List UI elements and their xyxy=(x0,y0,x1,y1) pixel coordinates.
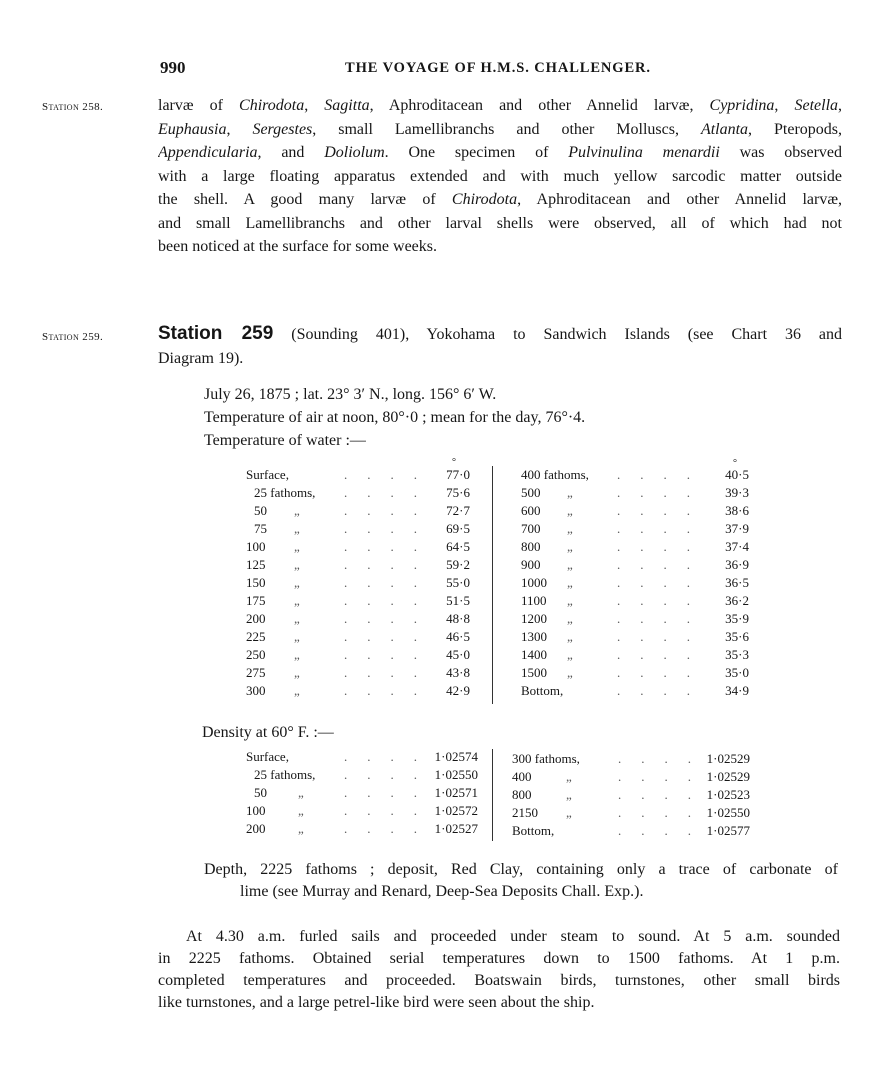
depth-label: 300 xyxy=(246,683,266,698)
depth-label: 300 fathoms, xyxy=(512,751,580,766)
value-cell: 1·02523 xyxy=(706,787,750,802)
depth-label: Bottom, xyxy=(521,683,564,698)
ditto-mark: „ xyxy=(294,557,300,572)
station-258-line xyxy=(158,118,842,142)
station-258-line xyxy=(158,188,842,212)
ditto-mark: „ xyxy=(294,539,300,554)
ditto-mark: „ xyxy=(566,787,572,802)
value-cell: 69·5 xyxy=(446,521,470,536)
leader-dots: .... xyxy=(344,683,437,698)
value-cell: 55·0 xyxy=(446,575,470,590)
depth-label: 1400 xyxy=(521,647,547,662)
table-row xyxy=(246,484,478,502)
value-cell: 72·7 xyxy=(446,503,470,518)
table-row xyxy=(521,502,749,520)
depth-line-1: Depth, 2225 fathoms ; deposit, Red Clay, containing only a trace of carbonate of xyxy=(204,861,838,878)
table-row xyxy=(521,610,749,628)
text-segment: with a large floating apparatus extended and with much yellow sarcodic matter outside xyxy=(158,167,842,185)
leader-dots: .... xyxy=(344,521,437,536)
depth-label: 2150 xyxy=(512,805,538,820)
ditto-mark: „ xyxy=(567,485,573,500)
value-cell: 1·02572 xyxy=(434,803,478,818)
taxon-name: Pulvinulina menardii xyxy=(568,144,720,161)
ditto-mark: „ xyxy=(294,611,300,626)
table-row xyxy=(246,646,478,664)
leader-dots: .... xyxy=(617,539,710,554)
ditto-mark: „ xyxy=(566,769,572,784)
depth-label: 200 xyxy=(246,611,266,626)
leader-dots: .... xyxy=(344,629,437,644)
value-cell: 39·3 xyxy=(725,485,749,500)
table-row xyxy=(521,682,749,700)
text-segment: , Aphroditacean and other Annelid larvæ, xyxy=(369,97,710,114)
value-cell: 37·4 xyxy=(725,539,749,554)
value-cell: 35·9 xyxy=(725,611,749,626)
depth-label: 125 xyxy=(246,557,266,572)
ditto-mark: „ xyxy=(294,683,300,698)
table-row xyxy=(246,628,478,646)
air-temperature-line: Temperature of air at noon, 80°·0 ; mean for the day, 76°·4. xyxy=(204,409,586,426)
station-258-line xyxy=(158,141,842,165)
leader-dots: .... xyxy=(344,485,437,500)
ditto-mark: „ xyxy=(294,521,300,536)
ditto-mark: „ xyxy=(298,785,304,800)
ditto-mark: „ xyxy=(567,575,573,590)
table-row xyxy=(521,556,749,574)
value-cell: 42·9 xyxy=(446,683,470,698)
narrative-paragraph xyxy=(158,926,840,1014)
ditto-mark: „ xyxy=(567,665,573,680)
station-heading-line-2: Diagram 19). xyxy=(158,349,244,367)
leader-dots: .... xyxy=(344,611,437,626)
leader-dots: .... xyxy=(617,665,710,680)
narrative-line: At 4.30 a.m. furled sails and proceeded under steam to sound. At 5 a.m. sounded xyxy=(186,928,840,945)
ditto-mark: „ xyxy=(567,521,573,536)
leader-dots: .... xyxy=(618,787,711,802)
leader-dots: .... xyxy=(618,805,711,820)
depth-label: 1100 xyxy=(521,593,547,608)
leader-dots: .... xyxy=(618,751,711,766)
value-cell: 48·8 xyxy=(446,611,470,626)
taxon-name: Doliolum xyxy=(324,144,385,161)
station-258-line xyxy=(158,165,842,189)
leader-dots: .... xyxy=(617,467,710,482)
station-258-line xyxy=(158,235,842,259)
leader-dots: .... xyxy=(617,647,710,662)
ditto-mark: „ xyxy=(566,805,572,820)
running-title: THE VOYAGE OF H.M.S. CHALLENGER. xyxy=(345,60,651,76)
station-258-line xyxy=(158,212,842,236)
depth-label: Bottom, xyxy=(512,823,555,838)
table-row xyxy=(246,592,478,610)
table-row xyxy=(246,556,478,574)
leader-dots: .... xyxy=(617,611,710,626)
narrative-line: like turnstones, and a large petrel-like bird were seen about the ship. xyxy=(158,994,595,1011)
depth-label: 400 xyxy=(512,769,532,784)
depth-label: 500 xyxy=(521,485,541,500)
page-number: 990 xyxy=(160,58,186,77)
value-cell: 1·02529 xyxy=(706,751,750,766)
value-cell: 35·6 xyxy=(725,629,749,644)
depth-label: 800 xyxy=(512,787,532,802)
table-row xyxy=(512,750,750,768)
table-row xyxy=(246,784,478,802)
value-cell: 51·5 xyxy=(446,593,470,608)
text-segment: , Pteropods, xyxy=(748,120,842,138)
leader-dots: .... xyxy=(344,557,437,572)
ditto-mark: „ xyxy=(567,647,573,662)
leader-dots: .... xyxy=(618,769,711,784)
value-cell: 40·5 xyxy=(725,467,749,482)
value-cell: 1·02550 xyxy=(434,767,478,782)
depth-line-2: lime (see Murray and Renard, Deep-Sea Deposits Chall. Exp.). xyxy=(240,883,644,900)
text-segment: . One specimen of xyxy=(384,144,569,161)
table-row xyxy=(246,820,478,838)
depth-label: 100 xyxy=(246,539,266,554)
degree-mark-right: ° xyxy=(733,458,737,469)
ditto-mark: „ xyxy=(567,593,573,608)
table-row xyxy=(521,574,749,592)
leader-dots: .... xyxy=(617,575,710,590)
value-cell: 75·6 xyxy=(446,485,470,500)
taxon-name: Chirodota xyxy=(451,191,518,208)
depth-label: Surface, xyxy=(246,749,289,764)
text-segment: , xyxy=(774,97,795,114)
taxon-name: Chirodota xyxy=(239,97,305,114)
leader-dots: .... xyxy=(617,593,710,608)
margin-label-station-259: Station 259. xyxy=(42,331,104,343)
ditto-mark: „ xyxy=(298,803,304,818)
taxon-name: Sergestes xyxy=(252,120,313,138)
depth-label: 1200 xyxy=(521,611,547,626)
taxon-name: Sagitta xyxy=(324,97,370,114)
table-row xyxy=(246,574,478,592)
density-heading: Density at 60° F. :— xyxy=(202,724,334,741)
station-258-paragraph xyxy=(158,94,842,259)
ditto-mark: „ xyxy=(567,503,573,518)
value-cell: 77·0 xyxy=(446,467,470,482)
value-cell: 1·02577 xyxy=(706,823,750,838)
ditto-mark: „ xyxy=(294,575,300,590)
station-259-heading-block xyxy=(158,322,842,370)
station-heading: Station 259 xyxy=(158,323,274,344)
table-row xyxy=(246,766,478,784)
table-row xyxy=(521,538,749,556)
depth-label: Surface, xyxy=(246,467,289,482)
depth-label: 75 xyxy=(254,521,267,536)
depth-label: 1300 xyxy=(521,629,547,644)
value-cell: 64·5 xyxy=(446,539,470,554)
table-row xyxy=(521,466,749,484)
density-table-left xyxy=(246,748,478,838)
station-heading-rest: (Sounding 401), Yokohama to Sandwich Islands (see Chart 36 and xyxy=(273,326,842,343)
text-segment: , Aphroditacean and other Annelid larvæ, xyxy=(517,191,842,208)
station-258-line xyxy=(158,94,842,118)
water-table-divider xyxy=(492,466,493,704)
text-segment: and small Lamellibranchs and other larval shells were observed, all of which had not xyxy=(158,214,842,232)
value-cell: 1·02550 xyxy=(706,805,750,820)
text-segment: , xyxy=(838,97,842,114)
value-cell: 1·02527 xyxy=(434,821,478,836)
leader-dots: .... xyxy=(344,503,437,518)
leader-dots: .... xyxy=(617,503,710,518)
table-row xyxy=(512,822,750,840)
depth-label: 900 xyxy=(521,557,541,572)
taxon-name: Appendicularia xyxy=(158,144,258,161)
value-cell: 34·9 xyxy=(725,683,749,698)
depth-label: 250 xyxy=(246,647,266,662)
text-segment: , xyxy=(226,120,253,138)
narrative-line: in 2225 fathoms. Obtained serial temperatures down to 1500 fathoms. At 1 p.m. xyxy=(158,950,840,967)
value-cell: 1·02574 xyxy=(434,749,478,764)
taxon-name: Atlanta xyxy=(700,120,749,138)
depth-label: 1000 xyxy=(521,575,547,590)
density-table-divider xyxy=(492,749,493,841)
water-temperature-table-left xyxy=(246,466,478,700)
leader-dots: .... xyxy=(344,821,437,836)
value-cell: 43·8 xyxy=(446,665,470,680)
depth-label: 175 xyxy=(246,593,266,608)
taxon-name: Cypridina xyxy=(709,97,775,114)
text-segment: was observed xyxy=(719,144,842,161)
leader-dots: .... xyxy=(344,665,437,680)
table-row xyxy=(246,538,478,556)
depth-label: 150 xyxy=(246,575,266,590)
depth-label: 50 xyxy=(254,503,267,518)
depth-label: 25 fathoms, xyxy=(254,485,316,500)
table-row xyxy=(246,610,478,628)
leader-dots: .... xyxy=(344,749,437,764)
station-heading-line-1 xyxy=(158,322,842,347)
leader-dots: .... xyxy=(618,823,711,838)
ditto-mark: „ xyxy=(567,611,573,626)
table-row xyxy=(521,628,749,646)
leader-dots: .... xyxy=(344,575,437,590)
leader-dots: .... xyxy=(344,539,437,554)
value-cell: 36·2 xyxy=(725,593,749,608)
ditto-mark: „ xyxy=(567,629,573,644)
ditto-mark: „ xyxy=(567,539,573,554)
value-cell: 35·3 xyxy=(725,647,749,662)
table-row xyxy=(246,802,478,820)
value-cell: 38·6 xyxy=(725,503,749,518)
text-segment: , and xyxy=(257,144,325,161)
taxon-name: Euphausia xyxy=(158,120,227,138)
leader-dots: .... xyxy=(617,683,710,698)
taxon-name: Setella xyxy=(794,97,839,114)
margin-label-station-258: Station 258. xyxy=(42,101,104,113)
leader-dots: .... xyxy=(344,467,437,482)
value-cell: 46·5 xyxy=(446,629,470,644)
value-cell: 37·9 xyxy=(725,521,749,536)
value-cell: 59·2 xyxy=(446,557,470,572)
leader-dots: .... xyxy=(617,629,710,644)
depth-label: 400 fathoms, xyxy=(521,467,589,482)
value-cell: 36·9 xyxy=(725,557,749,572)
table-row xyxy=(246,748,478,766)
depth-label: 100 xyxy=(246,803,266,818)
ditto-mark: „ xyxy=(298,821,304,836)
narrative-line: completed temperatures and proceeded. Boatswain birds, turnstones, other small birds xyxy=(158,972,840,989)
density-table-right xyxy=(512,750,750,840)
table-row xyxy=(512,768,750,786)
depth-label: 25 fathoms, xyxy=(254,767,316,782)
text-segment: , xyxy=(304,97,325,114)
table-row xyxy=(246,664,478,682)
text-segment: the shell. A good many larvæ of xyxy=(158,191,452,208)
depth-label: 50 xyxy=(254,785,267,800)
depth-label: 200 xyxy=(246,821,266,836)
ditto-mark: „ xyxy=(294,503,300,518)
depth-deposit-paragraph xyxy=(204,859,838,903)
depth-label: 800 xyxy=(521,539,541,554)
water-temperature-table-right xyxy=(521,466,749,700)
depth-label: 275 xyxy=(246,665,266,680)
leader-dots: .... xyxy=(617,557,710,572)
table-row xyxy=(246,466,478,484)
leader-dots: .... xyxy=(617,485,710,500)
text-segment: , small Lamellibranchs and other Molluscs, xyxy=(312,120,701,138)
value-cell: 36·5 xyxy=(725,575,749,590)
leader-dots: .... xyxy=(344,803,437,818)
water-temperature-heading: Temperature of water :— xyxy=(204,432,366,449)
value-cell: 45·0 xyxy=(446,647,470,662)
leader-dots: .... xyxy=(344,767,437,782)
table-row xyxy=(521,646,749,664)
ditto-mark: „ xyxy=(294,665,300,680)
leader-dots: .... xyxy=(344,785,437,800)
table-row xyxy=(512,786,750,804)
leader-dots: .... xyxy=(344,647,437,662)
value-cell: 1·02529 xyxy=(706,769,750,784)
table-row xyxy=(521,664,749,682)
degree-mark-left: ° xyxy=(452,457,456,468)
depth-label: 225 xyxy=(246,629,266,644)
ditto-mark: „ xyxy=(567,557,573,572)
table-row xyxy=(521,484,749,502)
leader-dots: .... xyxy=(617,521,710,536)
table-row xyxy=(521,520,749,538)
text-segment: larvæ of xyxy=(158,97,240,114)
leader-dots: .... xyxy=(344,593,437,608)
date-position-line: July 26, 1875 ; lat. 23° 3′ N., long. 156° 6′ W. xyxy=(204,386,497,403)
text-segment: been noticed at the surface for some weeks. xyxy=(158,238,437,255)
depth-label: 1500 xyxy=(521,665,547,680)
table-row xyxy=(521,592,749,610)
ditto-mark: „ xyxy=(294,629,300,644)
table-row xyxy=(246,682,478,700)
value-cell: 1·02571 xyxy=(434,785,478,800)
ditto-mark: „ xyxy=(294,647,300,662)
ditto-mark: „ xyxy=(294,593,300,608)
value-cell: 35·0 xyxy=(725,665,749,680)
table-row xyxy=(246,502,478,520)
depth-label: 700 xyxy=(521,521,541,536)
table-row xyxy=(246,520,478,538)
table-row xyxy=(512,804,750,822)
depth-label: 600 xyxy=(521,503,541,518)
